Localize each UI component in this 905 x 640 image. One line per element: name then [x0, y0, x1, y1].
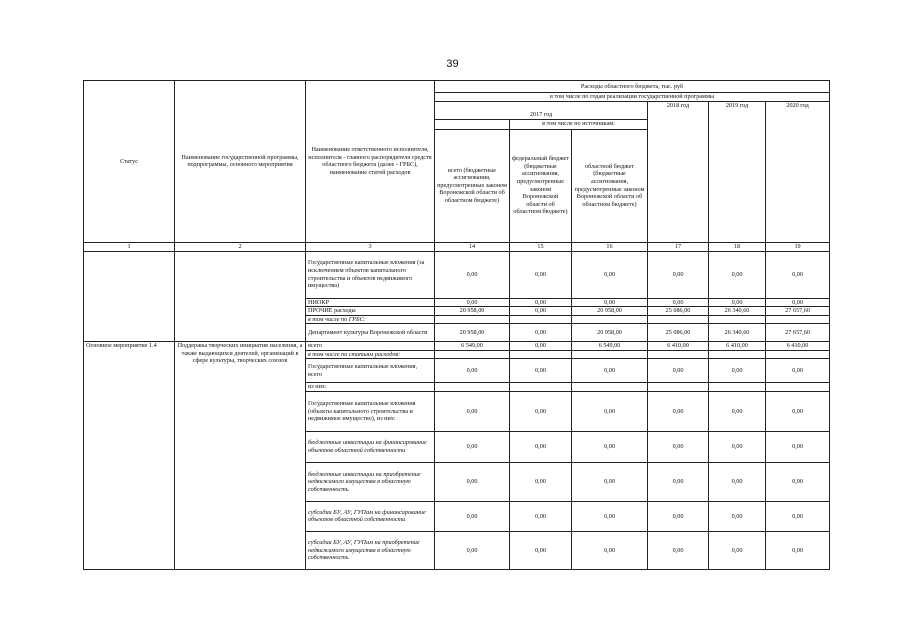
- col-index-cell: 17: [648, 242, 709, 251]
- row-label: субсидии БУ, АУ, ГУПам на финансирование объектов областной собственности: [306, 501, 435, 531]
- value-cell: 0,00: [510, 431, 572, 462]
- value-cell: 0,00: [572, 531, 648, 569]
- row-label: в том числе по статьям расходов:: [306, 350, 435, 359]
- value-cell-empty: [572, 383, 648, 392]
- value-cell: 0,00: [435, 391, 510, 431]
- value-cell: 0,00: [572, 431, 648, 462]
- value-cell: 0,00: [572, 462, 648, 501]
- header-year-2019: 2019 год: [709, 101, 766, 242]
- value-cell: 0,00: [766, 462, 830, 501]
- value-cell: 0,00: [510, 342, 572, 351]
- value-cell: 6 549,00: [435, 342, 510, 351]
- value-cell: 0,00: [572, 298, 648, 307]
- value-cell: 6 549,00: [572, 342, 648, 351]
- value-cell: 0,00: [510, 501, 572, 531]
- budget-table: [83, 80, 830, 570]
- value-cell: 0,00: [766, 298, 830, 307]
- value-cell: 0,00: [435, 531, 510, 569]
- value-cell-empty: [709, 383, 766, 392]
- page-number: 39: [446, 58, 459, 70]
- value-cell-empty: [435, 315, 510, 324]
- col-index-cell: 18: [709, 242, 766, 251]
- value-cell: 0,00: [572, 501, 648, 531]
- row-label: бюджетные инвестиции на приобретение недвижимого имущества в областную собственность: [306, 462, 435, 501]
- value-cell: 0,00: [648, 359, 709, 383]
- value-cell: 0,00: [709, 391, 766, 431]
- value-cell: 0,00: [510, 531, 572, 569]
- row-label: Государственные капитальные вложения (объекты капитального строительства и недвижимое имущество), из них:: [306, 391, 435, 431]
- value-cell-empty: [510, 315, 572, 324]
- value-cell: 0,00: [709, 462, 766, 501]
- value-cell-empty: [572, 350, 648, 359]
- value-cell: 0,00: [709, 251, 766, 298]
- header-col-federal: федеральный бюджет (бюджетные ассигнования, предусмотренные законом Воронежской области об областном бюджете): [510, 129, 572, 242]
- value-cell-empty: [435, 383, 510, 392]
- value-cell: 0,00: [766, 251, 830, 298]
- value-cell-empty: [510, 350, 572, 359]
- value-cell: 0,00: [766, 531, 830, 569]
- value-cell-empty: [709, 350, 766, 359]
- column-index-row: [84, 242, 830, 251]
- row-label: ПРОЧИЕ расходы: [306, 307, 435, 316]
- value-cell: 0,00: [572, 391, 648, 431]
- table-row: [84, 251, 830, 298]
- row-label: НИОКР: [306, 298, 435, 307]
- value-cell: 0,00: [766, 501, 830, 531]
- value-cell: 0,00: [648, 391, 709, 431]
- value-cell-empty: [510, 383, 572, 392]
- value-cell: 0,00: [435, 462, 510, 501]
- value-cell: 27 657,60: [766, 324, 830, 342]
- col-index-cell: 2: [175, 242, 306, 251]
- value-cell: 0,00: [648, 501, 709, 531]
- row-label: в том числе по ГРБС:: [306, 315, 435, 324]
- value-cell: 26 340,60: [709, 324, 766, 342]
- value-cell-empty: [766, 315, 830, 324]
- header-by-years: в том числе по годам реализации государственной программы: [435, 93, 830, 102]
- col-index-cell: 14: [435, 242, 510, 251]
- value-cell: 0,00: [648, 431, 709, 462]
- row-label: Государственные капитальные вложения (за исключением объектов капитального строительства и объектов недвижимого имущества): [306, 251, 435, 298]
- value-cell: 0,00: [709, 359, 766, 383]
- header-col-regional: областной бюджет (бюджетные ассигнования, предусмотренные законом Воронежской области об областном бюджете): [572, 129, 648, 242]
- header-program-name: Наименование государственной программы, подпрограммы, основного мероприятия: [175, 81, 306, 243]
- col-index-cell: 1: [84, 242, 175, 251]
- value-cell-empty: [648, 383, 709, 392]
- value-cell: 27 657,60: [766, 307, 830, 316]
- value-cell: 26 340,60: [709, 307, 766, 316]
- value-cell: 0,00: [766, 359, 830, 383]
- header-col-total: всего (бюджетные ассигнования, предусмотренные законом Воронежской области об областном бюджете): [435, 129, 510, 242]
- value-cell: 0,00: [709, 298, 766, 307]
- value-cell: 0,00: [766, 391, 830, 431]
- value-cell: 0,00: [510, 462, 572, 501]
- value-cell: 0,00: [510, 307, 572, 316]
- header-year-2017: 2017 год: [435, 101, 648, 119]
- row-label: субсидии БУ, АУ, ГУПам на приобретение недвижимого имущества в областную собственность: [306, 531, 435, 569]
- value-cell: 6 410,00: [648, 342, 709, 351]
- value-cell: 0,00: [648, 251, 709, 298]
- col-index-cell: 3: [306, 242, 435, 251]
- row-label: всего: [306, 342, 435, 351]
- value-cell: 25 086,00: [648, 324, 709, 342]
- value-cell: 20 958,00: [572, 307, 648, 316]
- value-cell: 20 958,00: [572, 324, 648, 342]
- col-index-cell: 19: [766, 242, 830, 251]
- value-cell-empty: [648, 350, 709, 359]
- value-cell-empty: [766, 383, 830, 392]
- status-cell: Основное мероприятие 1.4: [84, 342, 175, 570]
- col-index-cell: 15: [510, 242, 572, 251]
- value-cell-empty: [709, 315, 766, 324]
- value-cell: 0,00: [766, 431, 830, 462]
- row-label: Департамент культуры Воронежской области: [306, 324, 435, 342]
- value-cell: 0,00: [572, 251, 648, 298]
- value-cell: 0,00: [648, 462, 709, 501]
- value-cell-empty: [572, 315, 648, 324]
- value-cell: 0,00: [648, 298, 709, 307]
- value-cell: 0,00: [435, 359, 510, 383]
- row-label: бюджетные инвестиции на финансирование объектов областной собственности: [306, 431, 435, 462]
- value-cell: 0,00: [510, 391, 572, 431]
- value-cell-empty: [435, 350, 510, 359]
- status-cell-empty: [84, 251, 175, 342]
- value-cell-empty: [648, 315, 709, 324]
- value-cell: 0,00: [435, 298, 510, 307]
- value-cell: 0,00: [510, 251, 572, 298]
- header-status: Статус: [84, 81, 175, 243]
- value-cell: 0,00: [709, 431, 766, 462]
- header-year-2020: 2020 год: [766, 101, 830, 242]
- header-expenses: Расходы областного бюджета, тыс. руб: [435, 81, 830, 93]
- row-label: из них:: [306, 383, 435, 392]
- col-index-cell: 16: [572, 242, 648, 251]
- header-blank: [435, 119, 510, 129]
- value-cell: 0,00: [435, 251, 510, 298]
- program-cell: Поддержка творческих инициатив населения, а также выдающихся деятелей, организаций в сфере культуры, творческих союзов: [175, 342, 306, 570]
- value-cell: 0,00: [572, 359, 648, 383]
- value-cell: 0,00: [510, 324, 572, 342]
- value-cell: 0,00: [510, 359, 572, 383]
- table-row: [84, 342, 830, 351]
- row-label: Государственные капитальные вложения, всего: [306, 359, 435, 383]
- program-cell-empty: [175, 251, 306, 342]
- value-cell: 20 958,00: [435, 324, 510, 342]
- value-cell: 0,00: [709, 501, 766, 531]
- value-cell: 6 410,00: [766, 342, 830, 351]
- value-cell: 0,00: [435, 431, 510, 462]
- value-cell: 20 958,00: [435, 307, 510, 316]
- value-cell: 0,00: [648, 531, 709, 569]
- header-by-sources: в том числе по источникам:: [510, 119, 648, 129]
- header-year-2018: 2018 год: [648, 101, 709, 242]
- header-responsible: Наименование ответственного исполнителя, исполнителя - главного распорядителя средств областного бюджета (далее - ГРБС), наименование статей расходов: [306, 81, 435, 243]
- value-cell: 25 086,00: [648, 307, 709, 316]
- value-cell-empty: [766, 350, 830, 359]
- value-cell: 0,00: [709, 531, 766, 569]
- value-cell: 0,00: [435, 501, 510, 531]
- value-cell: 6 410,00: [709, 342, 766, 351]
- value-cell: 0,00: [510, 298, 572, 307]
